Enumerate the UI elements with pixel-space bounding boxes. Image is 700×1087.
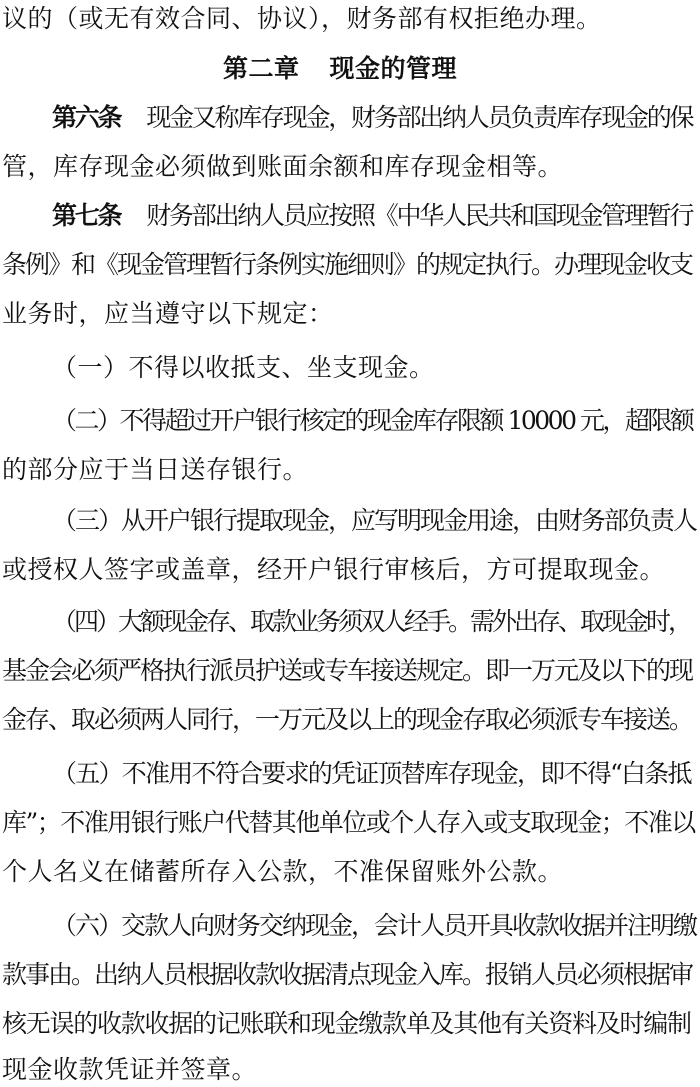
item-2-line-2: 的部分应于当日送存银行。 — [2, 455, 309, 484]
chapter-number: 第二章 — [222, 54, 300, 83]
article-7-label: 第七条 — [52, 201, 121, 230]
item-5-line-3: 个人名义在储蓄所存入公款，不准保留账外公款。 — [2, 857, 564, 886]
article-7-line-1 — [52, 199, 692, 233]
item-3-line-2: 或授权人签字或盖章，经开户银行审核后，方可提取现金。 — [2, 555, 666, 584]
item-5-line-2: 库”；不准用银行账户代替其他单位或个人存入或支取现金；不准以 — [2, 808, 695, 837]
item-3-line-1: （三）从开户银行提取现金，应写明现金用途，由财务部负责人 — [52, 506, 697, 535]
article-6-line-2: 管，库存现金必须做到账面余额和库存现金相等。 — [2, 152, 564, 181]
item-6-line-3: 核无误的收款收据的记账联和现金缴款单及其他有关资料及时编制 — [2, 1009, 691, 1038]
paragraph-line: 议的（或无有效合同、协议），财务部有权拒绝办理。 — [2, 4, 602, 33]
item-6-line-2: 款事由。出纳人员根据收款收据清点现金入库。报销人员必须根据审 — [2, 960, 693, 989]
article-7-text: 财务部出纳人员应按照《中华人民共和国现金管理暂行 — [146, 201, 693, 230]
item-4-line-2: 基金会必须严格执行派员护送或专车接送规定。即一万元及以下的现 — [2, 656, 693, 685]
item-5-line-1: （五）不准用不符合要求的凭证顶替库存现金，即不得“白条抵 — [52, 759, 691, 788]
item-6-line-1: （六）交款人向财务交纳现金，会计人员开具收款收据并注明缴 — [52, 911, 697, 940]
article-6-text: 现金又称库存现金，财务部出纳人员负责库存现金的保 — [146, 103, 693, 132]
article-7-line-3: 业务时，应当遵守以下规定： — [2, 299, 334, 328]
chapter-title: 现金的管理 — [329, 54, 458, 83]
article-7-line-2: 条例》和《现金管理暂行条例实施细则》的规定执行。办理现金收支 — [2, 250, 693, 279]
item-1-line-1: （一）不得以收抵支、坐支现金。 — [52, 353, 435, 382]
item-4-line-1: （四）大额现金存、取款业务须双人经手。需外出存、取现金时， — [52, 607, 691, 636]
chapter-heading — [0, 52, 680, 86]
article-6-line-1 — [52, 101, 692, 135]
item-6-line-4: 现金收款凭证并签章。 — [2, 1055, 258, 1084]
article-6-label: 第六条 — [52, 103, 121, 132]
item-4-line-3: 金存、取必须两人同行，一万元及以上的现金存取必须派专车接送。 — [2, 705, 693, 734]
item-2-line-1: （二）不得超过开户银行核定的现金库存限额 10000 元，超限额 — [52, 406, 693, 435]
